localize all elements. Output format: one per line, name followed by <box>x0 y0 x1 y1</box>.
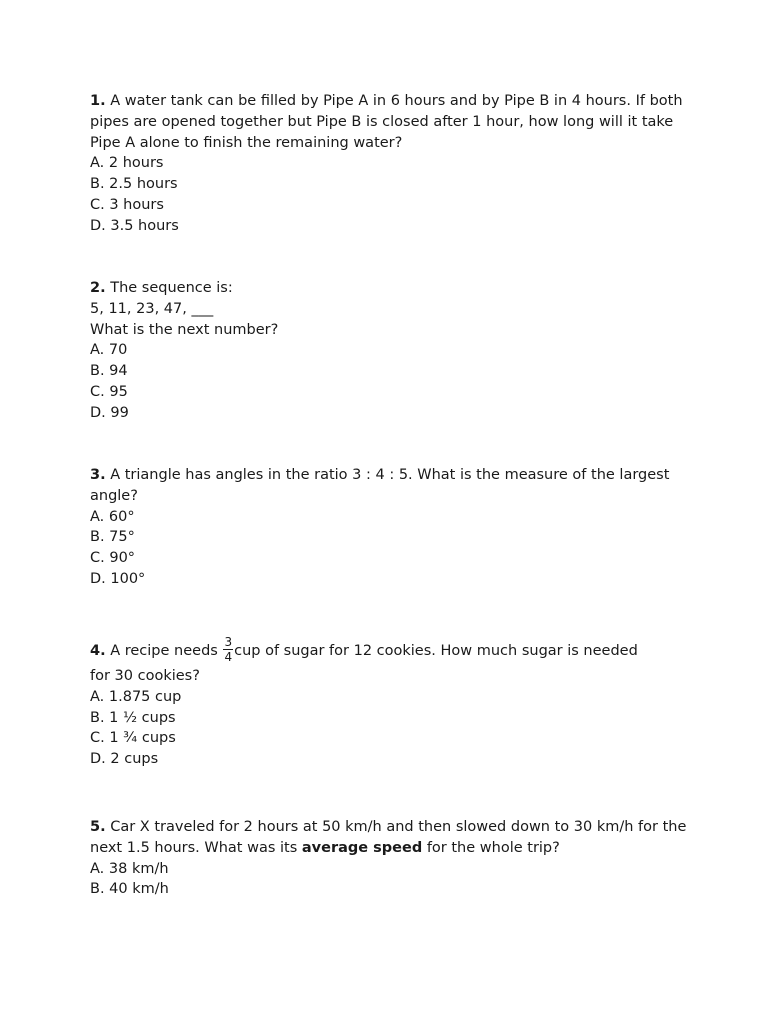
question-2-stem <box>90 278 690 299</box>
option-b: B. 40 km/h <box>90 881 169 898</box>
option-b: B. 94 <box>90 363 128 380</box>
question-number: 2. <box>90 280 106 296</box>
option-d: D. 3.5 hours <box>90 217 179 234</box>
question-text-line2: for 30 cookies? <box>90 668 200 684</box>
question-1-stem <box>90 91 690 153</box>
fraction-denominator: 4 <box>224 649 233 664</box>
question-text: The sequence is: <box>105 280 233 296</box>
option-b: B. 2.5 hours <box>90 176 178 193</box>
question-text-before: A recipe needs <box>105 643 223 659</box>
option-d: D. 2 cups <box>90 751 159 768</box>
emphasis-text: average speed <box>301 839 423 856</box>
option-a: A. 38 km/h <box>90 860 169 877</box>
option-c: C. 90° <box>90 550 136 567</box>
question-2 <box>90 278 690 424</box>
question-3-stem <box>90 465 690 507</box>
question-number: 3. <box>90 467 106 483</box>
sequence-line: 5, 11, 23, 47, ___ <box>90 300 214 317</box>
question-text: A triangle has angles in the ratio 3 : 4 : 5. What is the measure of the largest angle? <box>90 467 670 504</box>
option-b: B. 1 ½ cups <box>90 709 176 726</box>
option-b: B. 75° <box>90 529 135 546</box>
question-text-after: for the whole trip? <box>422 839 560 856</box>
question-number: 4. <box>90 643 106 659</box>
question-text-before: Car X traveled for 2 hours at 50 km/h and then slowed down to 30 km/h for the next 1.5 hours. What was its <box>90 819 687 856</box>
question-4-stem <box>90 632 690 666</box>
question-3 <box>90 465 690 590</box>
option-c: C. 95 <box>90 383 128 400</box>
fraction <box>223 635 233 664</box>
question-text: A water tank can be filled by Pipe A in 6 hours and by Pipe B in 4 hours. If both pipes are opened together but Pipe B is closed after 1 hour, how long will it take Pipe A alone to finish the remaining water? <box>90 93 683 151</box>
question-number: 1. <box>90 93 106 109</box>
option-c: C. 1 ¾ cups <box>90 730 176 747</box>
question-1 <box>90 91 690 237</box>
question-4 <box>90 632 690 770</box>
option-d: D. 99 <box>90 404 129 421</box>
question-5-stem <box>90 817 690 859</box>
fraction-numerator: 3 <box>224 634 233 649</box>
question-text-after: cup of sugar for 12 cookies. How much sugar is needed <box>234 643 638 659</box>
option-a: A. 2 hours <box>90 155 164 172</box>
question-number: 5. <box>90 819 106 835</box>
option-a: A. 60° <box>90 508 135 525</box>
option-d: D. 100° <box>90 570 146 587</box>
option-c: C. 3 hours <box>90 196 164 213</box>
question-5 <box>90 817 690 900</box>
question-prompt: What is the next number? <box>90 321 279 338</box>
option-a: A. 1.875 cup <box>90 688 182 705</box>
option-a: A. 70 <box>90 342 128 359</box>
